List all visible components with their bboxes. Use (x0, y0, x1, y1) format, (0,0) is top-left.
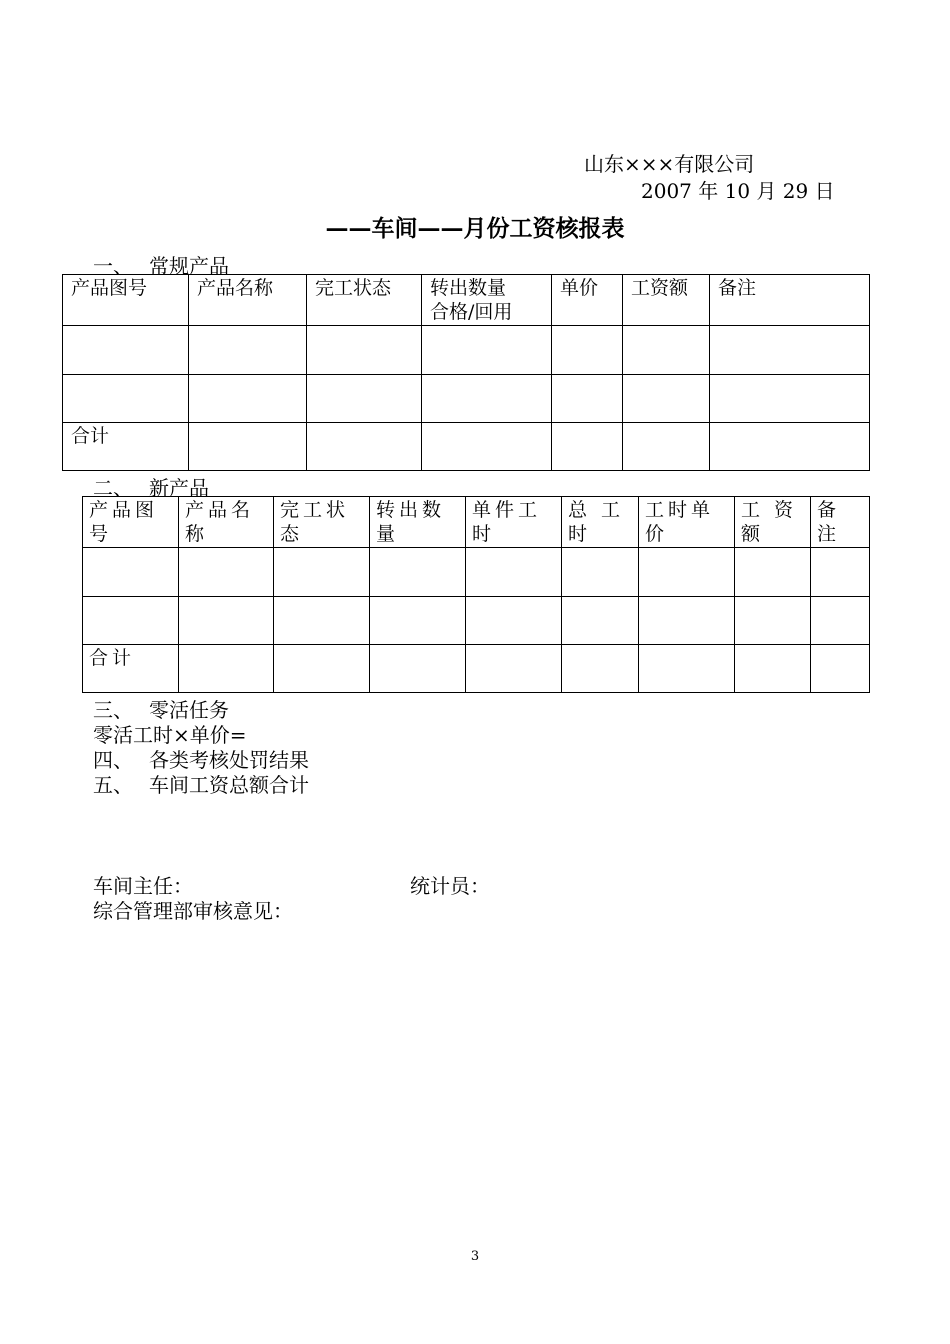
table-cell[interactable] (370, 597, 466, 645)
col-header-line: 时 (472, 523, 496, 545)
table-cell[interactable] (189, 423, 307, 471)
section-3-label: 零活任务 (149, 698, 229, 722)
table-cell[interactable] (83, 597, 179, 645)
table-cell[interactable] (552, 423, 623, 471)
table-cell[interactable] (189, 326, 307, 375)
review-opinion-label: 综合管理部审核意见： (93, 899, 293, 923)
col-header-line: 态 (280, 523, 304, 545)
table-cell[interactable] (466, 597, 562, 645)
table-cell[interactable] (735, 597, 811, 645)
statistician-label: 统计员： (410, 874, 490, 898)
table-cell[interactable] (189, 375, 307, 423)
company-name: 山东×××有限公司 (584, 152, 755, 176)
section-4-number: 四、 (93, 748, 133, 772)
table-cell[interactable] (623, 423, 710, 471)
col-header: 完工状态 (307, 275, 422, 326)
table-cell[interactable] (562, 597, 639, 645)
col-header (83, 497, 179, 548)
total-row (63, 423, 870, 471)
table-cell[interactable] (370, 645, 466, 693)
table-cell[interactable] (179, 597, 274, 645)
table-cell[interactable] (811, 548, 870, 597)
col-header-line: 称 (185, 523, 209, 545)
total-label: 合计 (63, 423, 189, 471)
table-cell[interactable] (811, 645, 870, 693)
table-cell[interactable] (562, 548, 639, 597)
table-cell[interactable] (710, 375, 870, 423)
col-header-line: 备 (817, 499, 841, 521)
col-header-line: 注 (817, 523, 841, 545)
col-header (735, 497, 811, 548)
col-header-line: 转出数量 (430, 277, 507, 299)
col-header-line: 完工状 (280, 499, 350, 521)
table-cell[interactable] (710, 423, 870, 471)
table-cell[interactable] (422, 375, 552, 423)
col-header (811, 497, 870, 548)
table-cell[interactable] (639, 597, 735, 645)
col-header-line: 量 (376, 523, 400, 545)
page-number: 3 (470, 1249, 480, 1264)
table-cell[interactable] (422, 423, 552, 471)
total-label: 合计 (83, 645, 179, 693)
table-cell[interactable] (274, 645, 370, 693)
page-title: ——车间——月份工资核报表 (325, 215, 625, 242)
col-header-line: 时 (568, 523, 592, 545)
section-1-number: 一、 (93, 254, 133, 278)
total-row (83, 645, 870, 693)
table-cell[interactable] (466, 645, 562, 693)
table-cell[interactable] (274, 548, 370, 597)
col-header: 备注 (710, 275, 870, 326)
col-header: 产品图号 (63, 275, 189, 326)
table-cell[interactable] (639, 645, 735, 693)
col-header (370, 497, 466, 548)
col-header-line: 转出数 (376, 499, 446, 521)
col-header: 产品名称 (189, 275, 307, 326)
odd-job-formula: 零活工时×单价= (93, 723, 247, 747)
section-4-label: 各类考核处罚结果 (149, 748, 309, 772)
table-cell[interactable] (179, 548, 274, 597)
table-row (83, 597, 870, 645)
section-5-heading (93, 769, 309, 798)
table-cell[interactable] (735, 645, 811, 693)
section-3-number: 三、 (93, 698, 133, 722)
section-2-label: 新产品 (149, 476, 209, 500)
table-cell[interactable] (83, 548, 179, 597)
col-header-line: 额 (741, 523, 765, 545)
col-header (466, 497, 562, 548)
table-cell[interactable] (307, 423, 422, 471)
table-cell[interactable] (370, 548, 466, 597)
col-header-line: 产品名 (185, 499, 255, 521)
table-cell[interactable] (552, 375, 623, 423)
section-5-number: 五、 (93, 773, 133, 797)
section-5-label: 车间工资总额合计 (149, 773, 309, 797)
table-row (63, 326, 870, 375)
table-cell[interactable] (63, 375, 189, 423)
col-header (422, 275, 552, 326)
section-1-label: 常规产品 (149, 254, 229, 278)
col-header (639, 497, 735, 548)
table-cell[interactable] (623, 326, 710, 375)
new-products-table (82, 496, 870, 693)
table-cell[interactable] (422, 326, 552, 375)
col-header: 工资额 (623, 275, 710, 326)
col-header-line: 号 (89, 523, 113, 545)
table-cell[interactable] (623, 375, 710, 423)
table-cell[interactable] (63, 326, 189, 375)
col-header-line: 产品图 (89, 499, 159, 521)
col-header-line: 价 (645, 523, 669, 545)
table-row (83, 548, 870, 597)
workshop-director-label: 车间主任： (93, 874, 193, 898)
table-cell[interactable] (307, 375, 422, 423)
table-header-row (63, 275, 870, 326)
table-cell[interactable] (562, 645, 639, 693)
table-cell[interactable] (179, 645, 274, 693)
table-cell[interactable] (307, 326, 422, 375)
col-header-line: 总 工 (568, 499, 625, 521)
col-header (562, 497, 639, 548)
table-cell[interactable] (274, 597, 370, 645)
col-header-line: 工 资 (741, 499, 798, 521)
regular-products-table (62, 274, 870, 471)
col-header (274, 497, 370, 548)
col-header-line: 单件工 (472, 499, 542, 521)
table-cell[interactable] (552, 326, 623, 375)
report-date: 2007 年 10 月 29 日 (641, 179, 835, 203)
table-cell[interactable] (811, 597, 870, 645)
table-cell[interactable] (735, 548, 811, 597)
col-header-line: 合格/回用 (430, 301, 513, 323)
table-cell[interactable] (639, 548, 735, 597)
table-header-row (83, 497, 870, 548)
table-cell[interactable] (710, 326, 870, 375)
col-header (179, 497, 274, 548)
table-cell[interactable] (466, 548, 562, 597)
col-header: 单价 (552, 275, 623, 326)
table-row (63, 375, 870, 423)
section-2-number: 二、 (93, 476, 133, 500)
col-header-line: 工时单 (645, 499, 715, 521)
